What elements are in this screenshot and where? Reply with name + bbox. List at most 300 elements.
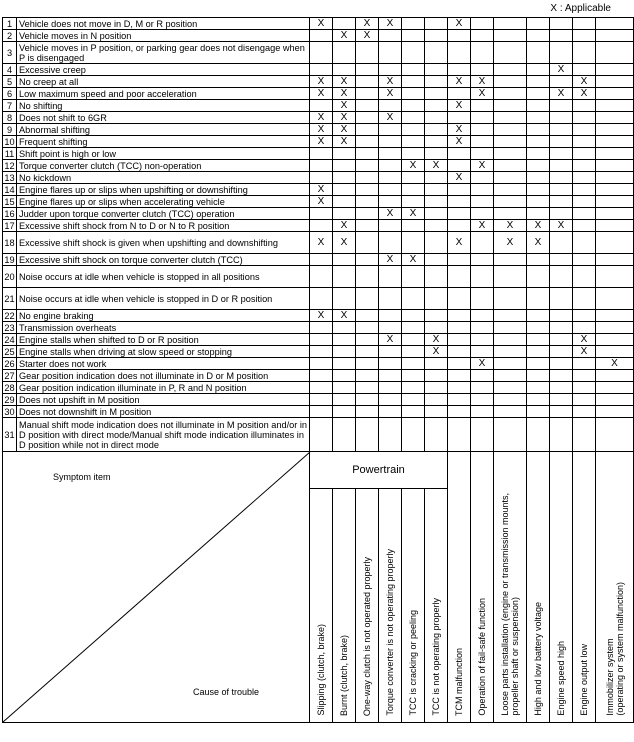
applicable-mark: X [471, 76, 494, 88]
symptom-item-label: Symptom item [53, 472, 111, 482]
applicable-mark: X [425, 334, 448, 346]
table-row [3, 406, 634, 418]
empty-cell [379, 136, 402, 148]
empty-cell [310, 406, 333, 418]
cause-header-8: Operation of fail-safe function [471, 452, 494, 723]
symptom-text: Engine flares up or slips when accelerating vehicle [17, 196, 310, 208]
empty-cell [471, 266, 494, 288]
applicable-mark: X [310, 76, 333, 88]
empty-cell [402, 136, 425, 148]
applicable-mark: X [333, 100, 356, 112]
row-number: 4 [3, 64, 17, 76]
empty-cell [550, 112, 573, 124]
empty-cell [550, 370, 573, 382]
empty-cell [573, 148, 596, 160]
empty-cell [448, 88, 471, 100]
applicable-mark: X [494, 232, 527, 254]
symptom-text: No kickdown [17, 172, 310, 184]
cause-header-13: Immobilizer system (operating or system malfunction) [596, 452, 634, 723]
empty-cell [494, 64, 527, 76]
empty-cell [596, 266, 634, 288]
empty-cell [471, 310, 494, 322]
empty-cell [356, 254, 379, 266]
empty-cell [448, 148, 471, 160]
empty-cell [333, 322, 356, 334]
table-row [3, 208, 634, 220]
empty-cell [596, 148, 634, 160]
empty-cell [425, 172, 448, 184]
empty-cell [596, 220, 634, 232]
empty-cell [402, 334, 425, 346]
cause-header-3: One-way clutch is not operated properly [356, 489, 379, 723]
empty-cell [379, 346, 402, 358]
empty-cell [356, 382, 379, 394]
empty-cell [379, 64, 402, 76]
empty-cell [379, 418, 402, 452]
empty-cell [494, 30, 527, 42]
empty-cell [550, 196, 573, 208]
empty-cell [494, 406, 527, 418]
empty-cell [550, 358, 573, 370]
empty-cell [356, 88, 379, 100]
diagonal-line [3, 452, 311, 722]
empty-cell [310, 358, 333, 370]
empty-cell [379, 406, 402, 418]
empty-cell [573, 266, 596, 288]
applicable-mark: X [448, 18, 471, 30]
empty-cell [527, 358, 550, 370]
empty-cell [310, 172, 333, 184]
cause-header-9: Loose parts installation (engine or transmission mounts, propeller shaft or suspension) [494, 452, 527, 723]
table-row [3, 220, 634, 232]
empty-cell [333, 382, 356, 394]
empty-cell [573, 370, 596, 382]
empty-cell [402, 30, 425, 42]
empty-cell [310, 334, 333, 346]
empty-cell [425, 382, 448, 394]
empty-cell [425, 100, 448, 112]
empty-cell [425, 136, 448, 148]
empty-cell [494, 172, 527, 184]
applicable-mark: X [310, 196, 333, 208]
applicable-mark: X [333, 232, 356, 254]
applicable-mark: X [448, 172, 471, 184]
empty-cell [333, 42, 356, 64]
row-number: 28 [4, 382, 15, 393]
legend-applicable: X : Applicable [550, 3, 611, 14]
row-number: 10 [4, 136, 15, 147]
applicable-mark: X [379, 18, 402, 30]
empty-cell [527, 136, 550, 148]
empty-cell [448, 394, 471, 406]
empty-cell [573, 172, 596, 184]
empty-cell [402, 232, 425, 254]
empty-cell [425, 358, 448, 370]
empty-cell [402, 418, 425, 452]
empty-cell [527, 30, 550, 42]
cause-of-trouble-label: Cause of trouble [193, 687, 260, 697]
empty-cell [356, 232, 379, 254]
symptom-text: Transmission overheats [17, 322, 310, 334]
empty-cell [550, 100, 573, 112]
empty-cell [356, 172, 379, 184]
applicable-mark: X [527, 232, 550, 254]
cause-header-7: TCM malfunction [448, 452, 471, 723]
empty-cell [596, 30, 634, 42]
empty-cell [310, 254, 333, 266]
empty-cell [527, 100, 550, 112]
applicable-mark: X [573, 334, 596, 346]
row-number: 31 [3, 418, 17, 452]
table-row [3, 172, 634, 184]
empty-cell [527, 382, 550, 394]
empty-cell [379, 172, 402, 184]
empty-cell [596, 88, 634, 100]
empty-cell [310, 418, 333, 452]
empty-cell [356, 100, 379, 112]
empty-cell [527, 196, 550, 208]
empty-cell [402, 64, 425, 76]
applicable-mark: X [310, 18, 333, 30]
empty-cell [310, 346, 333, 358]
table-row [3, 310, 634, 322]
empty-cell [596, 196, 634, 208]
empty-cell [596, 76, 634, 88]
applicable-mark: X [379, 76, 402, 88]
empty-cell [471, 370, 494, 382]
empty-cell [356, 406, 379, 418]
empty-cell [425, 88, 448, 100]
empty-cell [494, 124, 527, 136]
row-number: 22 [4, 310, 15, 321]
header-row-1 [3, 452, 634, 489]
empty-cell [356, 196, 379, 208]
empty-cell [402, 112, 425, 124]
table-row [3, 418, 634, 452]
empty-cell [402, 288, 425, 310]
empty-cell [379, 310, 402, 322]
row-number: 13 [4, 172, 15, 183]
empty-cell [527, 148, 550, 160]
applicable-mark: X [379, 208, 402, 220]
empty-cell [494, 418, 527, 452]
empty-cell [550, 382, 573, 394]
empty-cell [596, 172, 634, 184]
empty-cell [494, 322, 527, 334]
empty-cell [494, 358, 527, 370]
row-number: 6 [3, 88, 17, 100]
empty-cell [425, 30, 448, 42]
empty-cell [550, 322, 573, 334]
row-number: 21 [3, 288, 17, 310]
symptom-rows [3, 18, 634, 452]
empty-cell [550, 124, 573, 136]
symptom-text: Manual shift mode indication does not illuminate in M position and/or in D position with direct mode/Manual shift mode indication illuminates in D position while not in direct mode [17, 418, 310, 452]
empty-cell [471, 254, 494, 266]
empty-cell [425, 112, 448, 124]
empty-cell [527, 172, 550, 184]
empty-cell [448, 266, 471, 288]
empty-cell [550, 232, 573, 254]
empty-cell [425, 184, 448, 196]
symptom-text: Does not upshift in M position [17, 394, 310, 406]
empty-cell [550, 172, 573, 184]
empty-cell [402, 358, 425, 370]
empty-cell [448, 288, 471, 310]
cause-header-12: Engine output low [573, 452, 596, 723]
table-row [3, 288, 634, 310]
applicable-mark: X [471, 88, 494, 100]
empty-cell [402, 196, 425, 208]
empty-cell [550, 254, 573, 266]
symptom-text: Vehicle moves in N position [17, 30, 310, 42]
empty-cell [550, 160, 573, 172]
empty-cell [527, 112, 550, 124]
symptom-text: Low maximum speed and poor acceleration [17, 88, 310, 100]
empty-cell [425, 208, 448, 220]
table-row [3, 346, 634, 358]
empty-cell [333, 418, 356, 452]
applicable-mark: X [527, 220, 550, 232]
applicable-mark: X [333, 136, 356, 148]
powertrain-group-header: Powertrain [310, 452, 448, 489]
empty-cell [573, 196, 596, 208]
empty-cell [310, 42, 333, 64]
empty-cell [425, 196, 448, 208]
table-row [3, 160, 634, 172]
applicable-mark: X [310, 184, 333, 196]
empty-cell [494, 196, 527, 208]
empty-cell [471, 196, 494, 208]
empty-cell [550, 394, 573, 406]
empty-cell [573, 394, 596, 406]
applicable-mark: X [448, 76, 471, 88]
row-number: 25 [4, 346, 15, 357]
empty-cell [379, 100, 402, 112]
empty-cell [596, 406, 634, 418]
symptom-text: No creep at all [17, 76, 310, 88]
applicable-mark: X [550, 64, 573, 76]
empty-cell [356, 208, 379, 220]
empty-cell [402, 124, 425, 136]
empty-cell [425, 394, 448, 406]
empty-cell [471, 208, 494, 220]
empty-cell [494, 42, 527, 64]
empty-cell [448, 64, 471, 76]
row-number: 30 [4, 406, 15, 417]
table-row [3, 196, 634, 208]
row-number: 2 [3, 30, 17, 42]
empty-cell [494, 370, 527, 382]
symptom-text: Frequent shifting [17, 136, 310, 148]
empty-cell [425, 310, 448, 322]
row-number: 24 [4, 334, 15, 345]
empty-cell [596, 100, 634, 112]
empty-cell [425, 288, 448, 310]
cause-header-10: High and low battery voltage [527, 452, 550, 723]
empty-cell [573, 254, 596, 266]
table-row [3, 18, 634, 30]
empty-cell [402, 42, 425, 64]
empty-cell [596, 334, 634, 346]
symptom-text: Does not shift to 6GR [17, 112, 310, 124]
row-number: 29 [4, 394, 15, 405]
symptom-text: Vehicle does not move in D, M or R position [17, 18, 310, 30]
empty-cell [494, 160, 527, 172]
applicable-mark: X [333, 220, 356, 232]
empty-cell [379, 232, 402, 254]
empty-cell [425, 254, 448, 266]
empty-cell [494, 334, 527, 346]
row-number: 7 [3, 100, 17, 112]
empty-cell [527, 370, 550, 382]
applicable-mark: X [310, 88, 333, 100]
empty-cell [333, 346, 356, 358]
empty-cell [550, 184, 573, 196]
empty-cell [448, 346, 471, 358]
row-number: 16 [4, 208, 15, 219]
empty-cell [471, 172, 494, 184]
empty-cell [402, 266, 425, 288]
empty-cell [379, 382, 402, 394]
applicable-mark: X [448, 100, 471, 112]
empty-cell [402, 322, 425, 334]
empty-cell [471, 394, 494, 406]
empty-cell [356, 124, 379, 136]
table-row [3, 112, 634, 124]
empty-cell [550, 208, 573, 220]
applicable-mark: X [494, 220, 527, 232]
empty-cell [573, 100, 596, 112]
empty-cell [333, 266, 356, 288]
empty-cell [573, 310, 596, 322]
empty-cell [379, 196, 402, 208]
row-number: 5 [3, 76, 17, 88]
empty-cell [596, 18, 634, 30]
row-number: 8 [3, 112, 17, 124]
empty-cell [494, 100, 527, 112]
empty-cell [573, 136, 596, 148]
applicable-mark: X [448, 124, 471, 136]
empty-cell [471, 100, 494, 112]
empty-cell [573, 208, 596, 220]
empty-cell [573, 30, 596, 42]
row-number: 20 [3, 266, 17, 288]
symptom-text: Noise occurs at idle when vehicle is stopped in all positions [17, 266, 310, 288]
row-number: 18 [3, 232, 17, 254]
table-row [3, 394, 634, 406]
empty-cell [379, 288, 402, 310]
symptom-text: Excessive creep [17, 64, 310, 76]
empty-cell [494, 208, 527, 220]
empty-cell [550, 30, 573, 42]
row-number: 19 [4, 254, 15, 265]
table-row [3, 266, 634, 288]
empty-cell [425, 266, 448, 288]
empty-cell [471, 232, 494, 254]
empty-cell [448, 196, 471, 208]
troubleshooting-table [2, 17, 634, 723]
empty-cell [425, 64, 448, 76]
empty-cell [333, 394, 356, 406]
row-number: 26 [4, 358, 15, 369]
applicable-mark: X [333, 76, 356, 88]
empty-cell [402, 406, 425, 418]
table-row [3, 64, 634, 76]
symptom-text: Starter does not work [17, 358, 310, 370]
empty-cell [333, 148, 356, 160]
symptom-text: Does not downshift in M position [17, 406, 310, 418]
applicable-mark: X [333, 310, 356, 322]
empty-cell [527, 334, 550, 346]
empty-cell [448, 160, 471, 172]
empty-cell [527, 88, 550, 100]
empty-cell [494, 18, 527, 30]
empty-cell [527, 418, 550, 452]
empty-cell [448, 208, 471, 220]
empty-cell [550, 266, 573, 288]
applicable-mark: X [596, 358, 634, 370]
empty-cell [448, 310, 471, 322]
table-row [3, 370, 634, 382]
applicable-mark: X [379, 334, 402, 346]
applicable-mark: X [425, 346, 448, 358]
empty-cell [379, 184, 402, 196]
empty-cell [527, 184, 550, 196]
empty-cell [596, 322, 634, 334]
applicable-mark: X [333, 124, 356, 136]
table-row [3, 148, 634, 160]
symptom-text: Excessive shift shock from N to D or N to R position [17, 220, 310, 232]
applicable-mark: X [573, 76, 596, 88]
empty-cell [494, 76, 527, 88]
empty-cell [333, 358, 356, 370]
empty-cell [379, 30, 402, 42]
empty-cell [527, 160, 550, 172]
empty-cell [573, 64, 596, 76]
cause-header-4: Torque converter is not operating properly [379, 489, 402, 723]
empty-cell [379, 358, 402, 370]
symptom-text: Torque converter clutch (TCC) non-operation [17, 160, 310, 172]
symptom-text: Gear position indication illuminate in P, R and N position [17, 382, 310, 394]
applicable-mark: X [310, 136, 333, 148]
table-row [3, 42, 634, 64]
empty-cell [596, 370, 634, 382]
empty-cell [573, 406, 596, 418]
empty-cell [402, 220, 425, 232]
empty-cell [333, 172, 356, 184]
empty-cell [550, 136, 573, 148]
applicable-mark: X [573, 88, 596, 100]
empty-cell [379, 220, 402, 232]
applicable-mark: X [310, 124, 333, 136]
table-row [3, 30, 634, 42]
empty-cell [494, 346, 527, 358]
applicable-mark: X [448, 232, 471, 254]
empty-cell [310, 382, 333, 394]
empty-cell [379, 148, 402, 160]
applicable-mark: X [310, 232, 333, 254]
table-row [3, 76, 634, 88]
empty-cell [356, 358, 379, 370]
empty-cell [333, 64, 356, 76]
applicable-mark: X [310, 310, 333, 322]
empty-cell [596, 418, 634, 452]
empty-cell [494, 310, 527, 322]
table-row [3, 232, 634, 254]
table-row [3, 358, 634, 370]
empty-cell [596, 346, 634, 358]
